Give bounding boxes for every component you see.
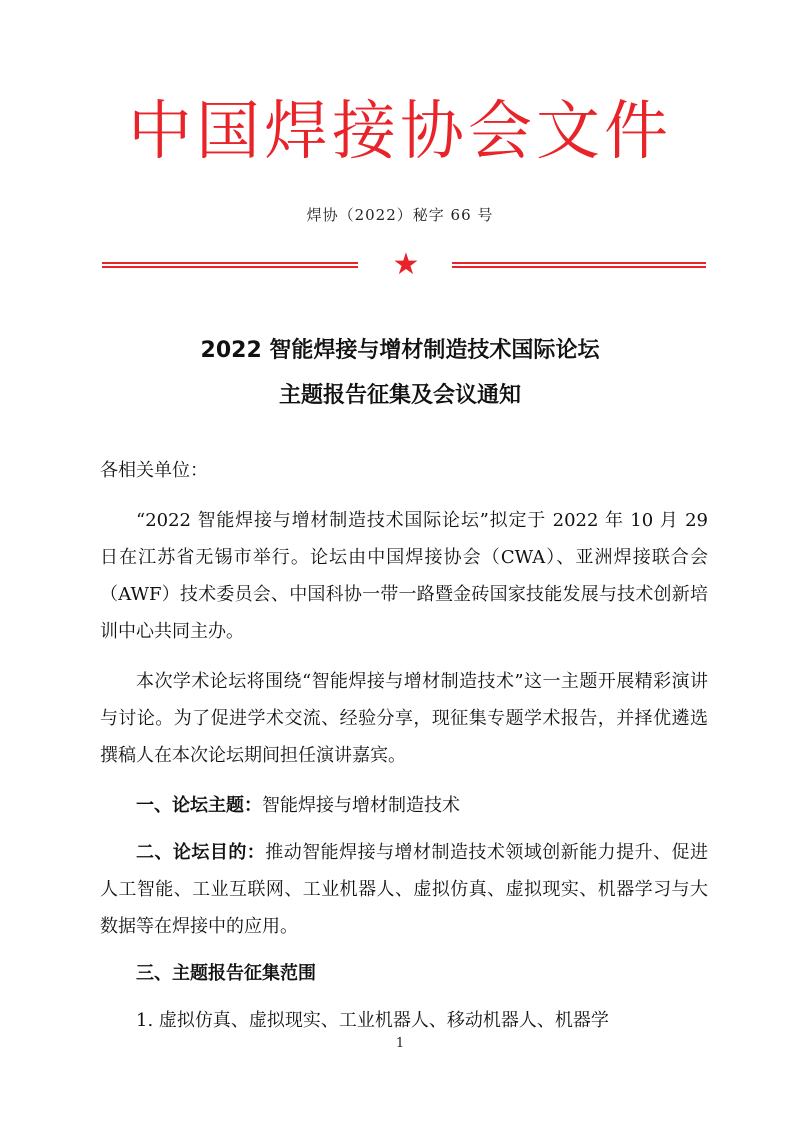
salutation: 各相关单位： <box>100 460 208 481</box>
section-heading: 一、论坛主题： <box>136 795 262 816</box>
paragraph-intro: “2022 智能焊接与增材制造技术国际论坛”拟定于 2022 年 10 月 29 日在江苏省无锡市举行。论坛由中国焊接协会（CWA）、亚洲焊接联合会（AWF）技术委员会、中国科协一带一路暨金砖国家技能发展与技术创新培训中心共同主办。 <box>100 510 708 642</box>
section-forum-theme <box>100 787 708 824</box>
section-forum-objective <box>100 834 708 945</box>
list-item: 1. 虚拟仿真、虚拟现实、工业机器人、移动机器人、机器学 <box>136 1010 609 1031</box>
notice-title-line2: 主题报告征集及会议通知 <box>278 383 521 408</box>
page-number: 1 <box>395 1036 405 1051</box>
section-text: 智能焊接与增材制造技术 <box>262 795 460 816</box>
section-heading: 二、论坛目的： <box>136 842 266 863</box>
document-number: 焊协（2022）秘字 66 号 <box>306 206 494 224</box>
section-report-scope: 三、主题报告征集范围 <box>136 963 316 984</box>
section-text: 推动智能焊接与增材制造技术领域创新能力提升、促进人工智能、工业互联网、工业机器人、虚拟仿真、虚拟现实、机器学习与大数据等在焊接中的应用。 <box>100 842 709 937</box>
notice-title-line1: 2022 智能焊接与增材制造技术国际论坛 <box>200 338 600 363</box>
paragraph-purpose: 本次学术论坛将围绕“智能焊接与增材制造技术”这一主题开展精彩演讲与讨论。为了促进学术交流、经验分享，现征集专题学术报告，并择优遴选撰稿人在本次论坛期间担任演讲嘉宾。 <box>100 671 708 766</box>
red-star-icon: ★ <box>392 247 420 282</box>
masthead-title: 中国焊接协会文件 <box>128 95 672 169</box>
red-divider-left <box>102 262 358 268</box>
red-divider-right <box>452 262 706 268</box>
